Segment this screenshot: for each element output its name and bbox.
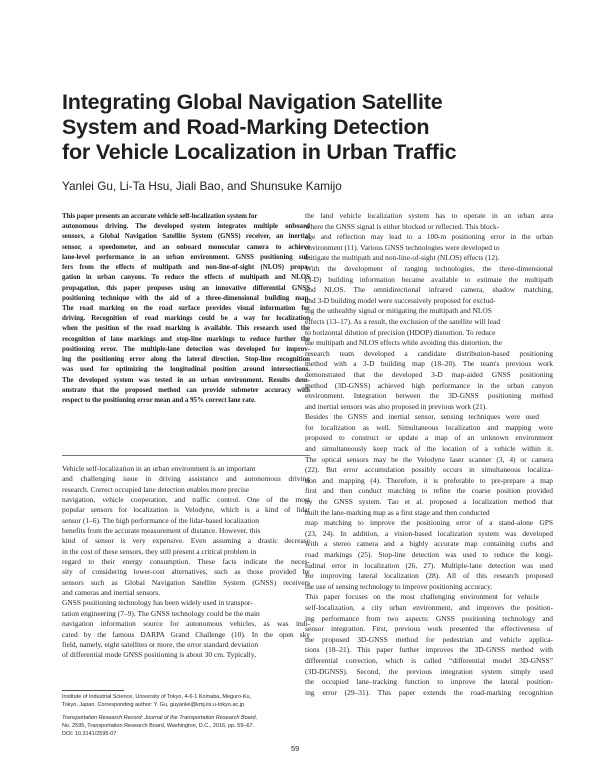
abstract bbox=[62, 211, 310, 405]
paper-title bbox=[62, 90, 552, 165]
journal-citation bbox=[62, 715, 312, 739]
body-line: the use of sensing technology to improve positioning accuracy. bbox=[305, 581, 493, 591]
body-line: in the cost of these sensors, they still present a critical problem in bbox=[62, 546, 257, 556]
title-line: for Vehicle Localization in Urban Traffic bbox=[62, 140, 457, 164]
abstract-line: sensor, a speedometer, and an onboard monocular camera to achieve bbox=[62, 242, 310, 251]
body-line: of differential mode GNSS positioning is about 30 cm. Typically, bbox=[62, 650, 256, 660]
abstract-line: was used for optimizing the longitudinal position around intersections. bbox=[62, 365, 310, 374]
body-line: method with a 3-D building map (18–20). The team's previous work bbox=[305, 359, 553, 369]
body-line: and NLOS. The omnidirectional infrared camera, shadow matching, bbox=[305, 285, 553, 295]
body-line: the proposed 3D-GNSS method for pedestrian and vehicle applica- bbox=[305, 634, 553, 644]
body-line: and 3-D building model were successively proposed for exclud- bbox=[305, 295, 496, 305]
abstract-line: autonomous driving. The developed system integrates multiple onboard bbox=[62, 222, 310, 231]
body-line: and cameras and inertial sensors. bbox=[62, 588, 161, 598]
body-line: method (3D-GNSS) achieved high performance in the urban canyon bbox=[305, 380, 553, 390]
body-line: sensors such as Global Navigation Satellite System (GNSS) receivers bbox=[62, 577, 310, 587]
body-line: for localization as well. Simultaneous localization and mapping were bbox=[305, 422, 553, 432]
body-line: sensor integration. First, previous work presented the effectiveness of bbox=[305, 624, 553, 634]
body-line: and challenging issue in driving assistance and autonomous driving bbox=[62, 474, 310, 484]
body-line: research team developed a candidate distribution-based positioning bbox=[305, 348, 553, 358]
abstract-line: when the position of the road marking is available. This research used the bbox=[62, 324, 310, 333]
body-line: self-localization, a city urban environment, and improves the position- bbox=[305, 602, 553, 612]
body-line: the multipath and NLOS effects while avoiding this distortion, the bbox=[305, 338, 502, 348]
body-line: environment. Integration between the 3D-GNSS positioning method bbox=[305, 391, 553, 401]
body-line: first and then conduct matching to refine the coarse position provided bbox=[305, 486, 553, 496]
body-line: to horizontal dilution of precision (HDOP) distortion. To reduce bbox=[305, 327, 496, 337]
abstract-line: positioning error. The multiple-lane detection was developed for improv- bbox=[62, 344, 310, 353]
right-column-text bbox=[305, 211, 553, 698]
body-line: effects (13–17). As a result, the exclusion of the satellite will lead bbox=[305, 316, 501, 326]
body-line: sity of considering lower-cost alternatives, such as those provided by bbox=[62, 567, 310, 577]
abstract-line: onstrate that the proposed method can provide submeter accuracy with bbox=[62, 385, 310, 394]
authors: Yanlei Gu, Li-Ta Hsu, Jiali Bao, and Shunsuke Kamijo bbox=[62, 179, 342, 193]
title-line: Integrating Global Navigation Satellite bbox=[62, 90, 443, 114]
abstract-line: positioning technique with the aid of a three-dimensional building map. bbox=[62, 293, 310, 302]
abstract-line: recognition of lane markings and stop-line markings to reduce further the bbox=[62, 334, 310, 343]
body-line: regard to their energy consumption. These facts indicate the neces- bbox=[62, 557, 310, 567]
title-line: System and Road-Marking Detection bbox=[62, 115, 430, 139]
abstract-line: fers from the effects of multipath and non-line-of-sight (NLOS) propa- bbox=[62, 263, 310, 272]
body-line: mitigate the multipath and non-line-of-sight (NLOS) effects (12). bbox=[305, 253, 500, 263]
body-line: ing the unhealthy signal or mitigating the multipath and NLOS bbox=[305, 306, 492, 316]
body-line: popular sensors for localization is Velodyne, which is a kind of lidar bbox=[62, 505, 310, 515]
body-line: road markings (25). Stop-line detection was used to reduce the longi- bbox=[305, 550, 553, 559]
abstract-divider bbox=[62, 455, 310, 456]
body-line: cated by the famous DARPA Grand Challenge (10). In the open sky bbox=[62, 629, 310, 639]
abstract-line: This paper presents an accurate vehicle self-localization system for bbox=[62, 212, 258, 220]
introduction-text bbox=[62, 464, 310, 661]
body-line: This paper focuses on the most challenging environment for vehicle bbox=[305, 592, 539, 602]
abstract-line: The developed system was tested in an urban environment. Results dem- bbox=[62, 375, 310, 384]
body-line: (22). But error accumulation possibly occurs in simultaneous localiza- bbox=[305, 465, 553, 475]
abstract-line: lane-level performance in an urban environment. GNSS positioning suf- bbox=[62, 252, 310, 261]
abstract-line: ing the positioning error along the lateral direction. Stop-line recognition bbox=[62, 355, 310, 364]
body-line: tudinal error in localization (26, 27). Multiple-lane detection was used bbox=[305, 560, 553, 570]
body-line: and simultaneously keep track of the location of a vehicle within it. bbox=[305, 444, 553, 454]
abstract-line: respect to the positioning error mean and a 95% correct lane rate. bbox=[62, 395, 256, 404]
body-line: differential correction, which is called “differential model 3D-GNSS” bbox=[305, 655, 553, 665]
body-line: proposed to construct or update a map of an unknown environment bbox=[305, 433, 553, 443]
body-line: Besides the GNSS and inertial sensor, sensing techniques were used bbox=[305, 412, 540, 422]
body-line: navigation information source for autonomous vehicles, as was indi- bbox=[62, 619, 310, 629]
body-line: With the development of ranging technologies, the three-dimensional bbox=[305, 263, 553, 273]
body-line: built the lane-marking map as a first stage and then conducted bbox=[305, 507, 490, 517]
abstract-line: sensors, a Global Navigation Satellite System (GNSS) receiver, an inertial bbox=[62, 232, 310, 241]
abstract-line: propagation, this paper proposes using an innovative differential GNSS bbox=[62, 283, 310, 292]
body-line: for improving lateral localization (28). All of this research proposed bbox=[305, 571, 553, 581]
body-line: by the GNSS system. Tao et al. proposed a localization method that bbox=[305, 497, 553, 507]
body-line: navigation, vehicle cooperation, and traffic control. One of the most bbox=[62, 495, 310, 505]
footnote-line: Tokyo, Japan. Corresponding author: Y. Gu, guyanlei@kmj.iis.u-tokyo.ac.jp. bbox=[62, 701, 246, 708]
page-number: 59 bbox=[291, 744, 300, 753]
abstract-line: gation in urban canyons. To reduce the effects of multipath and NLOS bbox=[62, 273, 310, 282]
body-line: Vehicle self-localization in an urban environment is an important bbox=[62, 464, 256, 473]
body-line: tation engineering (7–9). The GNSS technology could be the main bbox=[62, 608, 260, 618]
body-line: (3-D) building information became available to estimate the multipath bbox=[305, 274, 553, 284]
body-line: environment (11). Various GNSS technologies were developed to bbox=[305, 242, 500, 252]
body-line: (3D-DGNSS). Second, the previous integration system simply used bbox=[305, 666, 553, 676]
body-line: ing performance from two aspects: GNSS positioning technology and bbox=[305, 613, 553, 623]
body-line: the land vehicle localization system has to operate in an urban area bbox=[305, 211, 553, 220]
body-line: sensor (1–6). The high performance of the lidar-based localization bbox=[62, 515, 259, 525]
journal-line: No. 2595, Transportation Research Board, Washington, D.C., 2016, pp. 59–67. bbox=[62, 722, 255, 729]
body-line: map matching to improve the positioning error of a stand-alone GPS bbox=[305, 518, 553, 528]
footnote-line: Institute of Industrial Science, University of Tokyo, 4-6-1 Komaba, Meguro-Ku, bbox=[62, 694, 252, 700]
body-line: where the GNSS signal is either blocked or reflected. This block- bbox=[305, 221, 500, 231]
affiliation-footnote bbox=[62, 694, 312, 710]
body-line: benefits from the accurate measurement of distance. However, this bbox=[62, 526, 261, 536]
body-line: GNSS positioning technology has been widely used in transpor- bbox=[62, 598, 253, 608]
abstract-line: driving. Recognition of road markings could be a way for localization bbox=[62, 314, 310, 323]
body-line: and inertial sensors was also proposed in previous work (21). bbox=[305, 401, 488, 411]
body-line: tion and mapping (4). Therefore, it is preferable to pre-prepare a map bbox=[305, 475, 553, 485]
body-line: (23, 24). In addition, a vision-based localization system was developed bbox=[305, 528, 553, 538]
body-line: research. Correct occupied lane detection enables more precise bbox=[62, 484, 250, 494]
body-line: kind of sensor is very expensive. Even assuming a drastic decrease bbox=[62, 536, 310, 546]
body-line: field, namely, eight satellites or more, the error standard deviation bbox=[62, 639, 259, 649]
body-line: with a stereo camera and a highly accurate map containing curbs and bbox=[305, 539, 553, 549]
abstract-line: The road marking on the road surface provides visual information for bbox=[62, 303, 310, 312]
body-line: age and reflection may lead to a 100-m positioning error in the urban bbox=[305, 232, 553, 242]
journal-line: Transportation Research Record: Journal of the Transportation Research Board, bbox=[62, 715, 258, 721]
body-line: the occupied lane–tracking function to improve the lateral position- bbox=[305, 677, 553, 687]
doi-line: DOI: 10.3141/2595-07 bbox=[62, 730, 117, 737]
body-line: tions (18–21). This paper further improves the 3D-GNSS method with bbox=[305, 645, 553, 655]
body-line: ing error (29–31). This paper extends the road-marking recognition bbox=[305, 687, 553, 697]
body-line: The optical sensors may be the Velodyne laser scanner (3, 4) or camera bbox=[305, 454, 553, 464]
footnote-divider bbox=[62, 690, 124, 691]
body-line: demonstrated that the developed 3-D map-aided GNSS positioning bbox=[305, 369, 553, 379]
